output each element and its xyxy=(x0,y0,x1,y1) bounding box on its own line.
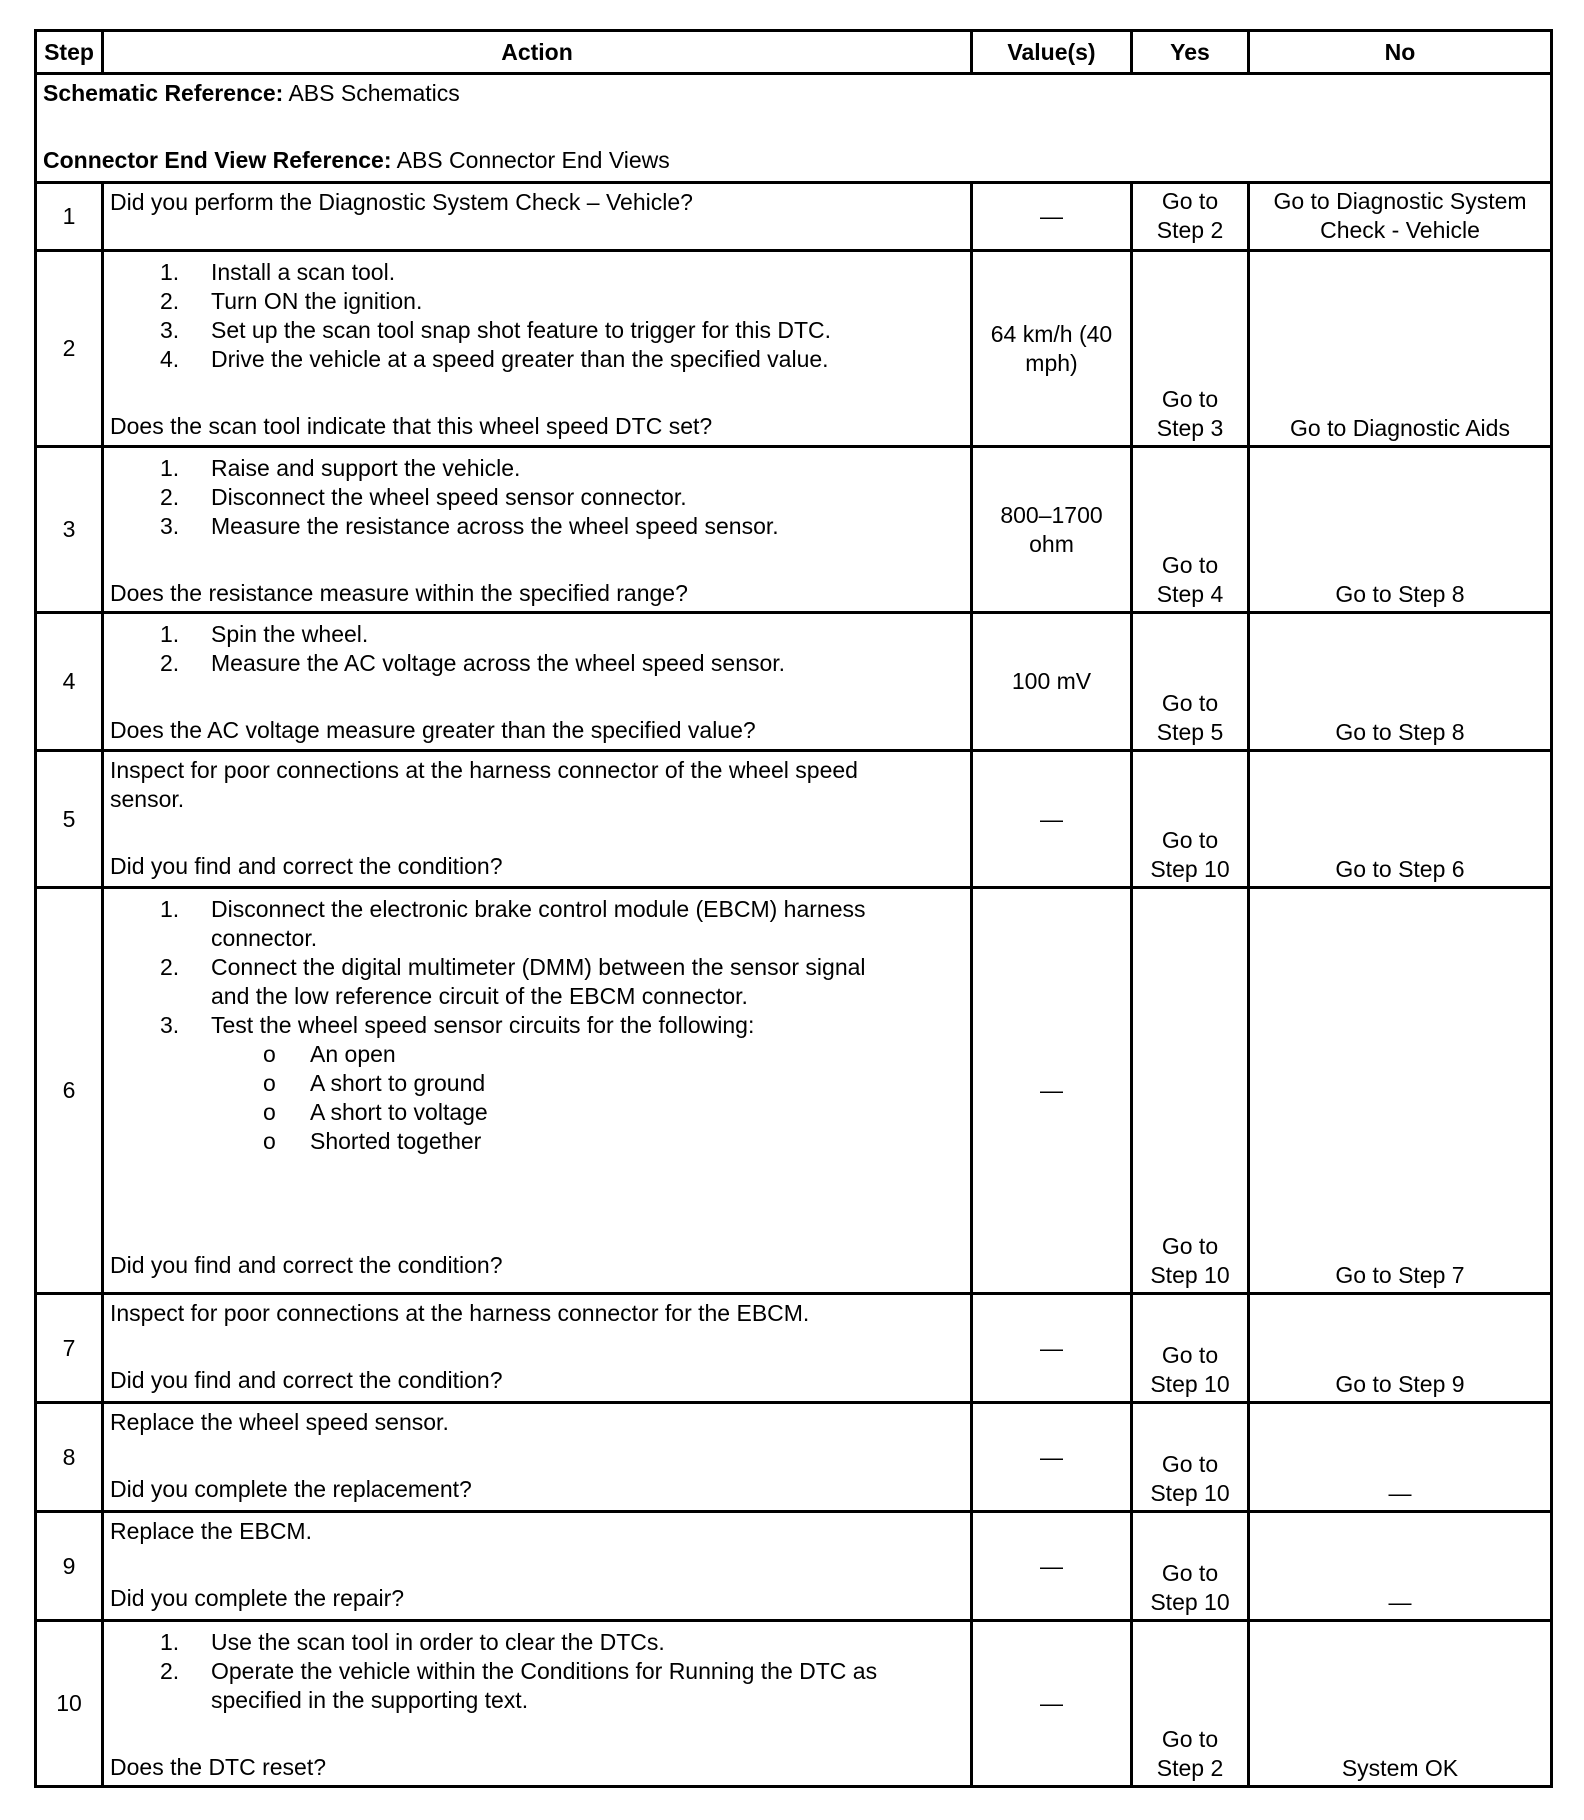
value-cell: — xyxy=(972,1403,1132,1512)
action-cell xyxy=(103,888,972,1294)
action-question: Did you find and correct the condition? xyxy=(110,1367,503,1393)
header-action: Action xyxy=(103,31,972,74)
action-cell xyxy=(103,1512,972,1621)
header-no: No xyxy=(1249,31,1552,74)
header-row xyxy=(36,31,1552,74)
list-item: o A short to voltage xyxy=(263,1099,488,1125)
value-cell: 800–1700 ohm xyxy=(972,447,1132,613)
action-text: Inspect for poor connections at the harness connector for the EBCM. xyxy=(110,1300,810,1326)
action-steps xyxy=(110,1628,964,1715)
action-steps xyxy=(110,454,964,541)
table-row xyxy=(36,751,1552,888)
connector-reference-link[interactable]: ABS Connector End Views xyxy=(391,147,670,173)
yes-cell: Go to Step 10 xyxy=(1132,1403,1249,1512)
table-row xyxy=(36,1621,1552,1787)
table-row xyxy=(36,1403,1552,1512)
list-item: o Shorted together xyxy=(263,1128,482,1154)
list-item: 1. Use the scan tool in order to clear the DTCs. xyxy=(160,1629,665,1655)
yes-cell: Go to Step 10 xyxy=(1132,888,1249,1294)
list-item: 1. Install a scan tool. xyxy=(160,259,396,285)
value-cell: — xyxy=(972,183,1132,251)
action-cell xyxy=(103,1621,972,1787)
yes-text: Step 2 xyxy=(1156,216,1224,243)
action-cell xyxy=(103,183,972,251)
step-number: 7 xyxy=(36,1294,103,1403)
list-item: o A short to ground xyxy=(263,1070,486,1096)
action-cell xyxy=(103,447,972,613)
action-cell xyxy=(103,613,972,751)
action-question: Does the scan tool indicate that this wheel speed DTC set? xyxy=(110,413,713,439)
list-item: 2. Measure the AC voltage across the wheel speed sensor. xyxy=(160,650,786,676)
action-question: Does the resistance measure within the specified range? xyxy=(110,580,688,606)
list-item: 1. Raise and support the vehicle. xyxy=(160,455,521,481)
action-question: Did you find and correct the condition? xyxy=(110,1252,503,1278)
no-cell: Go to Diagnostic Aids xyxy=(1249,251,1552,447)
action-text: Replace the wheel speed sensor. xyxy=(110,1409,449,1435)
action-cell xyxy=(103,751,972,888)
step-number: 4 xyxy=(36,613,103,751)
action-question: Did you find and correct the condition? xyxy=(110,853,503,879)
header-yes: Yes xyxy=(1132,31,1249,74)
value-cell: — xyxy=(972,1294,1132,1403)
yes-cell xyxy=(1132,183,1249,251)
action-question: Did you complete the replacement? xyxy=(110,1476,472,1502)
action-text: Inspect for poor connections at the harness connector of the wheel speed xyxy=(110,757,858,783)
no-cell: Go to Step 7 xyxy=(1249,888,1552,1294)
no-cell: Go to Step 8 xyxy=(1249,613,1552,751)
list-item: 2. Operate the vehicle within the Conditions for Running the DTC as specified in the supporting text. xyxy=(160,1658,878,1713)
yes-cell: Go to Step 10 xyxy=(1132,1294,1249,1403)
no-cell: Go to Step 6 xyxy=(1249,751,1552,888)
step-number: 3 xyxy=(36,447,103,613)
yes-cell: Go to Step 10 xyxy=(1132,1512,1249,1621)
no-cell: System OK xyxy=(1249,1621,1552,1787)
value-cell: — xyxy=(972,888,1132,1294)
action-steps xyxy=(110,258,964,374)
action-cell xyxy=(103,1403,972,1512)
list-item: 3. Set up the scan tool snap shot feature to trigger for this DTC. xyxy=(160,317,832,343)
list-item: o An open xyxy=(263,1041,396,1067)
yes-cell: Go to Step 3 xyxy=(1132,251,1249,447)
list-item: 2. Connect the digital multimeter (DMM) between the sensor signal and the low reference circuit of the EBCM connector. xyxy=(160,954,866,1009)
action-question: Does the DTC reset? xyxy=(110,1754,327,1780)
action-text: sensor. xyxy=(110,786,185,812)
diagnostic-table xyxy=(34,29,1553,1788)
list-item: 3. Test the wheel speed sensor circuits for the following: xyxy=(160,1012,755,1038)
list-item: 1. Disconnect the electronic brake control module (EBCM) harness connector. xyxy=(160,896,866,951)
no-text: Check - Vehicle xyxy=(1320,216,1480,243)
no-cell: Go to Step 9 xyxy=(1249,1294,1552,1403)
table-row xyxy=(36,613,1552,751)
step-number: 1 xyxy=(36,183,103,251)
table-row xyxy=(36,447,1552,613)
list-item: 2. Disconnect the wheel speed sensor connector. xyxy=(160,484,687,510)
sub-list xyxy=(110,1040,964,1156)
step-number: 9 xyxy=(36,1512,103,1621)
schematic-reference-link[interactable]: ABS Schematics xyxy=(283,80,460,106)
no-cell: — xyxy=(1249,1403,1552,1512)
table-row xyxy=(36,1512,1552,1621)
action-text: Replace the EBCM. xyxy=(110,1518,312,1544)
list-item: 1. Spin the wheel. xyxy=(160,621,369,647)
yes-cell: Go to Step 2 xyxy=(1132,1621,1249,1787)
table-row xyxy=(36,1294,1552,1403)
action-question: Does the AC voltage measure greater than the specified value? xyxy=(110,717,756,743)
list-item: 4. Drive the vehicle at a speed greater than the specified value. xyxy=(160,346,829,372)
step-number: 5 xyxy=(36,751,103,888)
table-row xyxy=(36,183,1552,251)
no-text: Go to Diagnostic System xyxy=(1273,187,1527,214)
value-cell: — xyxy=(972,1512,1132,1621)
yes-cell: Go to Step 5 xyxy=(1132,613,1249,751)
no-cell: Go to Step 8 xyxy=(1249,447,1552,613)
list-item: 2. Turn ON the ignition. xyxy=(160,288,423,314)
step-number: 10 xyxy=(36,1621,103,1787)
action-text: Did you perform the Diagnostic System Check – Vehicle? xyxy=(110,189,693,215)
value-cell: 64 km/h (40 mph) xyxy=(972,251,1132,447)
connector-reference-label: Connector End View Reference: xyxy=(43,147,392,173)
action-steps xyxy=(110,620,964,678)
step-number: 8 xyxy=(36,1403,103,1512)
step-number: 2 xyxy=(36,251,103,447)
action-cell xyxy=(103,1294,972,1403)
list-item: 3. Measure the resistance across the wheel speed sensor. xyxy=(160,513,779,539)
no-cell xyxy=(1249,183,1552,251)
action-steps xyxy=(110,895,964,1040)
reference-row xyxy=(36,74,1552,183)
value-cell: — xyxy=(972,1621,1132,1787)
value-cell: 100 mV xyxy=(972,613,1132,751)
header-values: Value(s) xyxy=(972,31,1132,74)
action-question: Did you complete the repair? xyxy=(110,1585,405,1611)
yes-text: Go to xyxy=(1161,187,1219,214)
header-step: Step xyxy=(36,31,103,74)
yes-cell: Go to Step 10 xyxy=(1132,751,1249,888)
table-row xyxy=(36,251,1552,447)
action-cell xyxy=(103,251,972,447)
yes-cell: Go to Step 4 xyxy=(1132,447,1249,613)
schematic-reference-label: Schematic Reference: xyxy=(43,80,284,106)
no-cell: — xyxy=(1249,1512,1552,1621)
step-number: 6 xyxy=(36,888,103,1294)
table-row xyxy=(36,888,1552,1294)
value-cell: — xyxy=(972,751,1132,888)
